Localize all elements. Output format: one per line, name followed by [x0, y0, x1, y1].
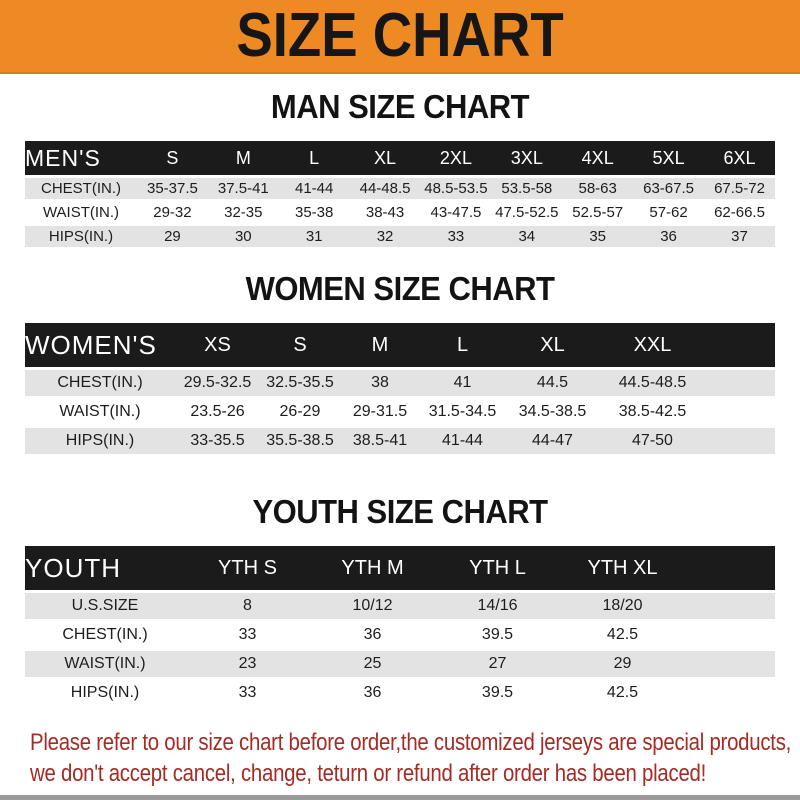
- footer-note-line1: Please refer to our size chart before order,the customized jerseys are special products,: [30, 729, 792, 756]
- measurement-row-label: HIPS(IN.): [65, 432, 135, 449]
- size-value-cell: 36: [363, 626, 382, 643]
- size-column-header: YTH XL: [587, 556, 658, 579]
- row-spacer: [705, 428, 775, 454]
- size-column-header: 6XL: [723, 147, 756, 168]
- size-value-cell: 23.5-26: [190, 403, 245, 420]
- size-value-cell: 67.5-72: [714, 180, 765, 197]
- womens-size-table: [25, 320, 775, 457]
- measurement-row-label: CHEST(IN.): [41, 180, 121, 197]
- size-value-cell: 39.5: [481, 626, 514, 643]
- size-value-cell: 33-35.5: [190, 432, 245, 449]
- measurement-row-label: CHEST(IN.): [62, 626, 148, 643]
- size-value-cell: 32: [376, 228, 394, 245]
- size-value-cell: 31: [305, 228, 323, 245]
- table-row: [25, 370, 775, 396]
- size-value-cell: 35-37.5: [147, 180, 198, 197]
- size-value-cell: 14/16: [477, 597, 518, 614]
- footer-note: [0, 727, 800, 789]
- size-value-cell: 36: [660, 228, 677, 245]
- row-spacer: [705, 370, 775, 396]
- size-value-cell: 29.5-32.5: [183, 374, 252, 391]
- mens-corner-label: MEN'S: [25, 144, 101, 171]
- size-column-header: YTH L: [469, 556, 526, 579]
- measurement-row-label: U.S.SIZE: [71, 597, 139, 614]
- measurement-row-label: HIPS(IN.): [48, 228, 114, 245]
- measurement-row-label: WAIST(IN.): [64, 655, 146, 672]
- table-row: [25, 622, 775, 648]
- youth-header-row: [25, 546, 775, 590]
- size-column-header: L: [309, 147, 320, 168]
- size-value-cell: 35: [589, 228, 607, 245]
- size-value-cell: 36: [363, 684, 382, 701]
- size-column-header: L: [456, 333, 469, 356]
- size-value-cell: 42.5: [606, 626, 639, 643]
- footer-note-line2: we don't accept cancel, change, teturn or refund after order has been placed!: [30, 760, 707, 787]
- size-value-cell: 47.5-52.5: [495, 204, 559, 221]
- womens-header-row: [25, 323, 775, 367]
- youth-size-table: [25, 543, 775, 709]
- size-value-cell: 23: [238, 655, 257, 672]
- header-spacer: [685, 546, 775, 590]
- table-row: [25, 178, 775, 199]
- size-value-cell: 37.5-41: [217, 180, 269, 197]
- banner-title: SIZE CHART: [236, 1, 564, 70]
- size-value-cell: 34: [518, 228, 536, 245]
- row-spacer: [685, 680, 775, 706]
- size-value-cell: 41-44: [295, 180, 334, 197]
- table-row: [25, 226, 775, 247]
- size-column-header: XL: [540, 333, 565, 356]
- size-column-header: S: [293, 333, 307, 356]
- size-value-cell: 34.5-38.5: [518, 403, 587, 420]
- mens-size-table: [25, 138, 775, 250]
- womens-corner-label: WOMEN'S: [25, 329, 157, 360]
- size-value-cell: 58-63: [578, 180, 617, 197]
- size-value-cell: 29-32: [153, 204, 192, 221]
- size-column-header: S: [166, 147, 179, 168]
- size-value-cell: 42.5: [606, 684, 639, 701]
- size-value-cell: 8: [243, 597, 252, 614]
- size-value-cell: 35-38: [295, 204, 334, 221]
- youth-corner-label: YOUTH: [25, 552, 121, 583]
- size-column-header: 3XL: [510, 147, 543, 168]
- size-value-cell: 53.5-58: [501, 180, 553, 197]
- size-value-cell: 38.5-42.5: [618, 403, 687, 420]
- size-value-cell: 25: [363, 655, 382, 672]
- measurement-row-label: WAIST(IN.): [42, 204, 120, 221]
- size-value-cell: 30: [234, 228, 252, 245]
- size-value-cell: 27: [488, 655, 507, 672]
- section-heading-women: WOMEN SIZE CHART: [245, 269, 555, 308]
- size-value-cell: 41: [453, 374, 472, 391]
- size-value-cell: 18/20: [602, 597, 643, 614]
- size-value-cell: 63-67.5: [643, 180, 694, 197]
- measurement-row-label: WAIST(IN.): [59, 403, 141, 420]
- size-column-header: YTH M: [341, 556, 404, 579]
- size-column-header: 4XL: [581, 147, 614, 168]
- size-value-cell: 44.5-48.5: [618, 374, 687, 391]
- size-column-header: XL: [374, 147, 397, 168]
- table-row: [25, 202, 775, 223]
- size-value-cell: 62-66.5: [714, 204, 765, 221]
- table-row: [25, 593, 775, 619]
- size-value-cell: 38: [371, 374, 389, 391]
- table-row: [25, 399, 775, 425]
- measurement-row-label: HIPS(IN.): [70, 684, 140, 701]
- size-value-cell: 32-35: [224, 204, 263, 221]
- size-value-cell: 47-50: [632, 432, 673, 449]
- size-value-cell: 52.5-57: [572, 204, 624, 221]
- size-value-cell: 43-47.5: [430, 204, 482, 221]
- section-heading-youth: YOUTH SIZE CHART: [252, 492, 548, 531]
- size-value-cell: 38.5-41: [352, 432, 408, 449]
- table-row: [25, 651, 775, 677]
- measurement-row-label: CHEST(IN.): [57, 374, 143, 391]
- size-column-header: 5XL: [652, 147, 685, 168]
- row-spacer: [685, 651, 775, 677]
- size-value-cell: 57-62: [649, 204, 688, 221]
- banner: [0, 0, 800, 74]
- size-value-cell: 35.5-38.5: [266, 432, 334, 449]
- size-column-header: 2XL: [439, 147, 472, 168]
- size-value-cell: 37: [731, 228, 748, 245]
- row-spacer: [705, 399, 775, 425]
- size-value-cell: 29: [613, 655, 632, 672]
- size-value-cell: 39.5: [481, 684, 514, 701]
- size-value-cell: 33: [238, 626, 257, 643]
- size-value-cell: 44-47: [532, 432, 573, 449]
- mens-header-row: [25, 141, 775, 175]
- row-spacer: [685, 593, 775, 619]
- size-column-header: XXL: [633, 333, 672, 356]
- table-row: [25, 680, 775, 706]
- size-value-cell: 26-29: [279, 403, 321, 420]
- size-value-cell: 32.5-35.5: [266, 374, 334, 391]
- size-value-cell: 44-48.5: [359, 180, 411, 197]
- size-value-cell: 29: [164, 228, 181, 245]
- size-value-cell: 38-43: [365, 204, 405, 221]
- size-value-cell: 44.5: [536, 374, 569, 391]
- table-row: [25, 428, 775, 454]
- size-value-cell: 29-31.5: [352, 403, 408, 420]
- section-heading-man: MAN SIZE CHART: [270, 87, 530, 126]
- size-value-cell: 48.5-53.5: [424, 180, 488, 197]
- size-column-header: M: [235, 147, 251, 168]
- size-value-cell: 41-44: [442, 432, 483, 449]
- size-value-cell: 31.5-34.5: [428, 403, 497, 420]
- bottom-strip: [0, 795, 800, 800]
- size-column-header: XS: [204, 333, 231, 356]
- size-value-cell: 10/12: [352, 597, 393, 614]
- size-value-cell: 33: [447, 228, 465, 245]
- size-column-header: YTH S: [218, 556, 277, 579]
- size-value-cell: 33: [238, 684, 257, 701]
- row-spacer: [685, 622, 775, 648]
- header-spacer: [705, 323, 775, 367]
- size-column-header: M: [371, 333, 389, 356]
